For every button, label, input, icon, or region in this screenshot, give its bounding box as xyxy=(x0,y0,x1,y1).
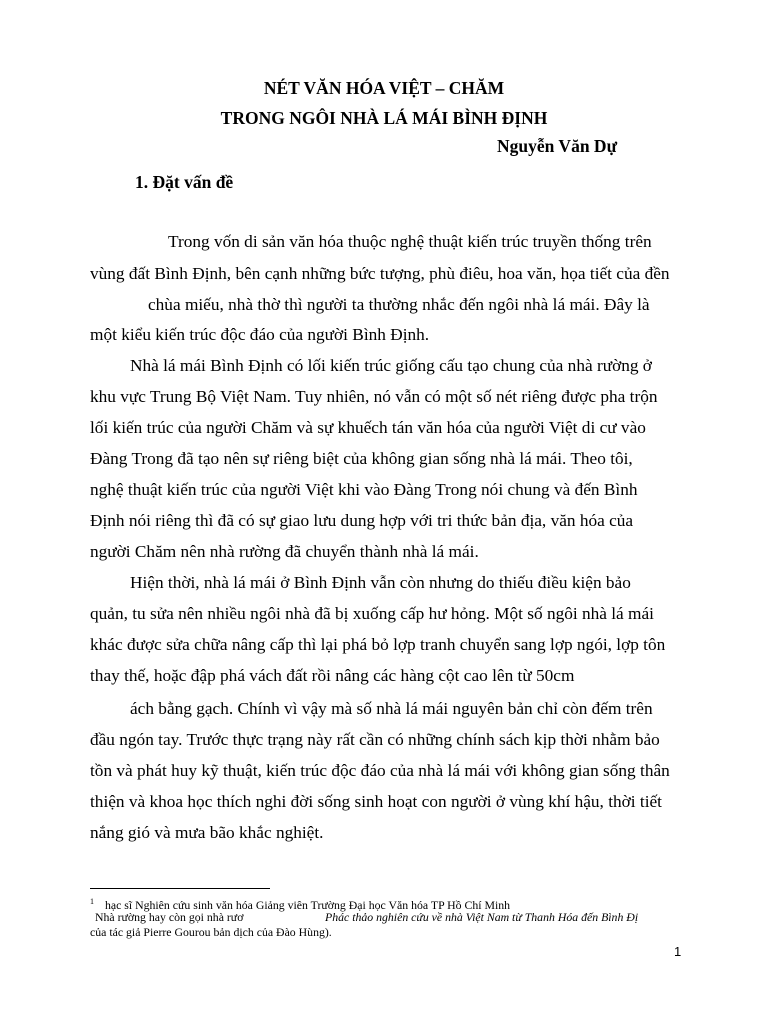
footnote-separator xyxy=(90,888,270,889)
body-line: một kiểu kiến trúc độc đáo của người Bình Định. xyxy=(90,325,430,344)
body-line: nghệ thuật kiến trúc của người Việt khi vào Đàng Trong nói chung và đến Bình xyxy=(90,480,638,499)
body-line: thiện và khoa học thích nghi đời sống sinh hoạt con người ở vùng khí hậu, thời tiết xyxy=(90,792,662,811)
body-line: nắng gió và mưa bão khắc nghiệt. xyxy=(90,823,324,842)
document-title-line-1: NÉT VĂN HÓA VIỆT – CHĂM xyxy=(263,78,505,98)
body-line: chùa miếu, nhà thờ thì người ta thường nhắc đến ngôi nhà lá mái. Đây là xyxy=(148,295,650,314)
footnote-2-text-a: Nhà rường hay còn gọi nhà rươ xyxy=(95,910,244,924)
body-line: tồn và phát huy kỹ thuật, kiến trúc độc đáo của nhà lá mái với không gian sống thân xyxy=(90,761,670,780)
body-line: vùng đất Bình Định, bên cạnh những bức tượng, phù điêu, hoa văn, họa tiết của đền xyxy=(90,264,670,283)
body-line: Trong vốn di sản văn hóa thuộc nghệ thuật kiến trúc truyền thống trên xyxy=(168,232,652,251)
body-line: Định nói riêng thì đã có sự giao lưu dung hợp với tri thức bản địa, văn hóa của xyxy=(90,511,634,530)
section-heading: 1. Đặt vấn đề xyxy=(135,172,234,192)
body-line: thay thế, hoặc đập phá vách đất rồi nâng các hàng cột cao lên từ 50cm xyxy=(90,666,575,685)
footnote-1-text: hạc sĩ Nghiên cứu sinh văn hóa Giảng viên Trường Đại học Văn hóa TP Hồ Chí Minh xyxy=(104,897,511,912)
body-line: Hiện thời, nhà lá mái ở Bình Định vẫn còn nhưng do thiếu điều kiện bảo xyxy=(130,573,631,592)
footnote-2-line-2: của tác giả Pierre Gourou bản dịch của Đào Hùng). xyxy=(90,925,332,939)
footnote-2-text-b: Phác thảo nghiên cứu về nhà Việt Nam từ Thanh Hóa đến Bình Đị xyxy=(325,910,639,924)
body-line: Nhà lá mái Bình Định có lối kiến trúc giống cấu tạo chung của nhà rường ở xyxy=(130,356,652,375)
document-title-line-2: TRONG NGÔI NHÀ LÁ MÁI BÌNH ĐỊNH xyxy=(220,108,548,128)
body-line: Đàng Trong đã tạo nên sự riêng biệt của không gian sống nhà lá mái. Theo tôi, xyxy=(90,449,633,468)
footnote-marker: 1 xyxy=(90,897,94,906)
footnote-2 xyxy=(95,910,639,924)
author-name: Nguyễn Văn Dự xyxy=(497,136,618,156)
body-line: khu vực Trung Bộ Việt Nam. Tuy nhiên, nó vẫn có một số nét riêng được pha trộn xyxy=(90,387,658,406)
body-line: khác được sửa chữa nâng cấp thì lại phá bỏ lợp tranh chuyển sang lợp ngói, lợp tôn xyxy=(90,635,666,654)
body-line: đầu ngón tay. Trước thực trạng này rất cần có những chính sách kịp thời nhằm bảo xyxy=(90,730,660,749)
body-line: ách bằng gạch. Chính vì vậy mà số nhà lá mái nguyên bản chỉ còn đếm trên xyxy=(130,699,653,718)
body-line: quản, tu sửa nên nhiều ngôi nhà đã bị xuống cấp hư hỏng. Một số ngôi nhà lá mái xyxy=(90,604,654,623)
body-line: người Chăm nên nhà rường đã chuyển thành nhà lá mái. xyxy=(90,542,479,561)
page-number: 1 xyxy=(674,944,682,959)
body-line: lối kiến trúc của người Chăm và sự khuếch tán văn hóa của người Việt di cư vào xyxy=(90,418,646,437)
